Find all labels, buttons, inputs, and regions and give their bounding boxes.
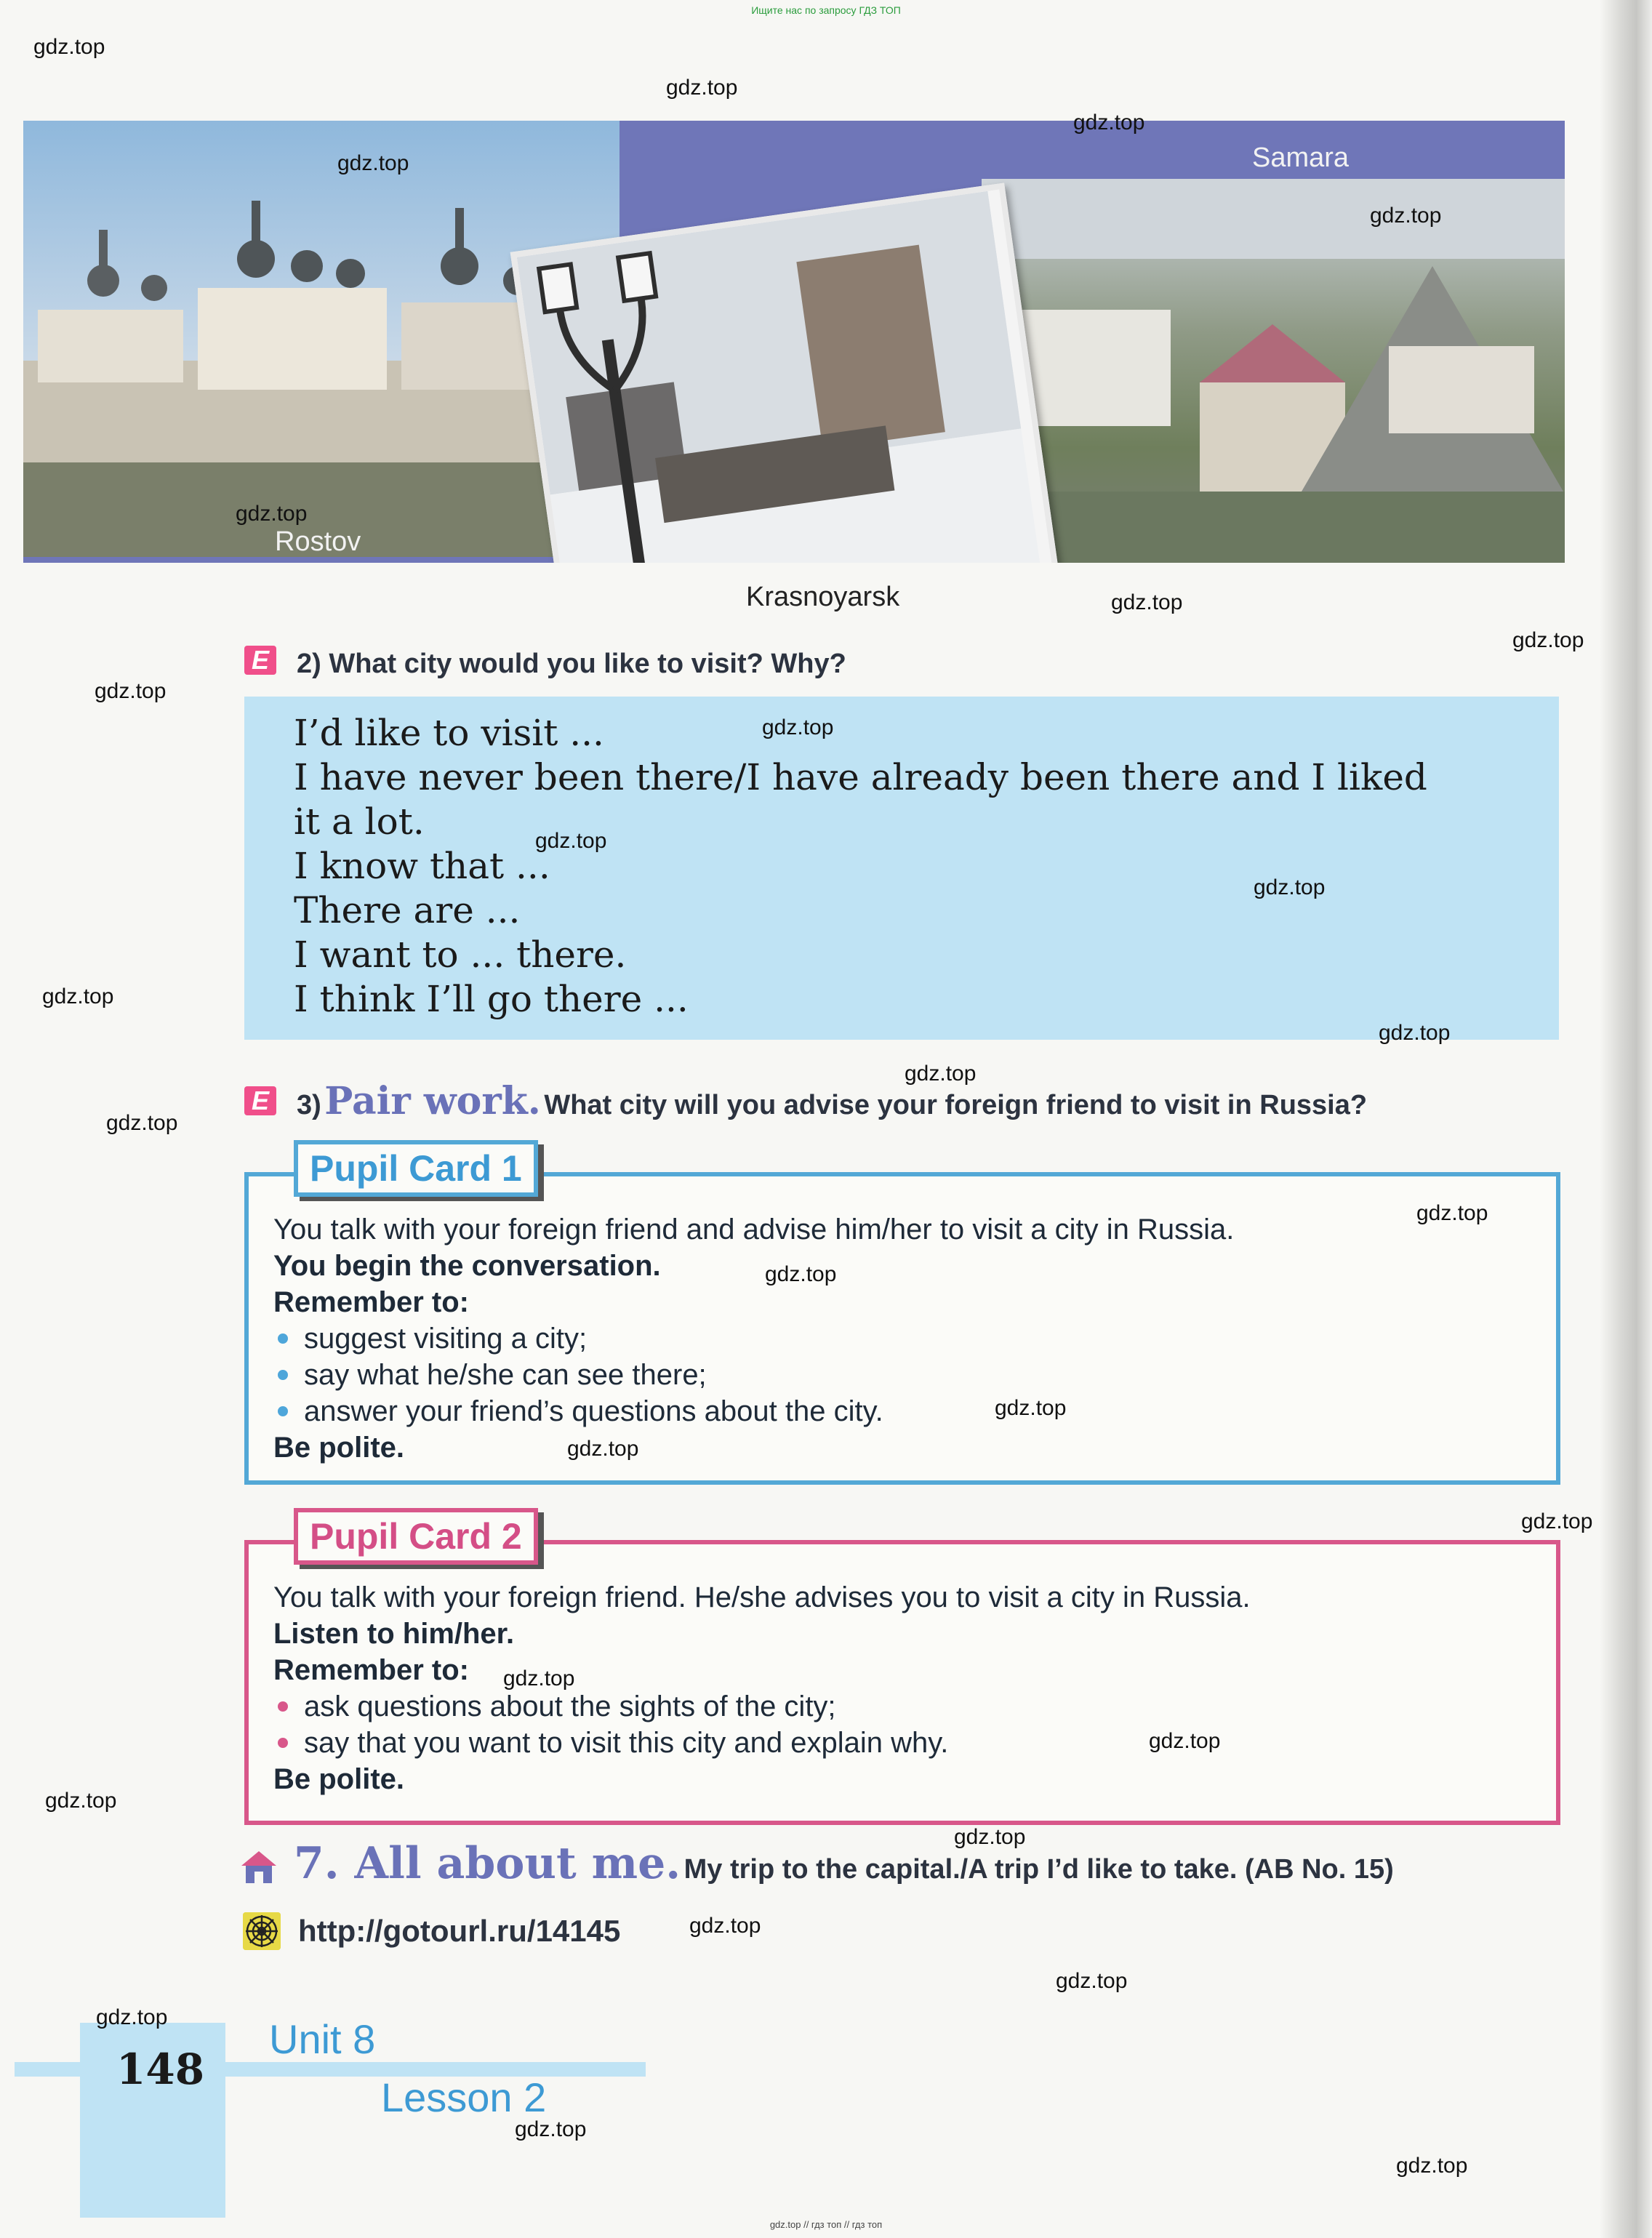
phrase: I’d like to visit ...	[294, 712, 604, 754]
watermark: gdz.top	[689, 1914, 761, 1938]
exercise-3-question: What city will you advise your foreign friend to visit in Russia?	[544, 1090, 1368, 1120]
watermark: gdz.top	[535, 829, 607, 853]
watermark: gdz.top	[1254, 875, 1326, 899]
phrase: it a lot.	[294, 801, 425, 843]
watermark: gdz.top	[905, 1062, 977, 1086]
footer-note: gdz.top // гдз топ // гдз топ	[769, 2219, 883, 2230]
card-remember: Remember to:	[273, 1286, 469, 1318]
watermark: gdz.top	[45, 1789, 117, 1813]
exercise-3-heading	[297, 1079, 1367, 1123]
watermark: gdz.top	[236, 502, 308, 526]
watermark: gdz.top	[106, 1111, 178, 1135]
card-instruction: You begin the conversation.	[273, 1250, 661, 1282]
card-bullet-item: answer your friend’s questions about the city.	[273, 1393, 1234, 1429]
resource-link[interactable]: http://gotourl.ru/14145	[298, 1914, 621, 1948]
krasnoyarsk-caption: Krasnoyarsk	[746, 582, 900, 612]
watermark: gdz.top	[765, 1262, 837, 1286]
watermark: gdz.top	[1379, 1021, 1451, 1045]
watermark: gdz.top	[1056, 1969, 1128, 1993]
card-polite: Be polite.	[273, 1432, 405, 1464]
card-bullet-item: say that you want to visit this city and explain why.	[273, 1725, 1251, 1761]
exercise-7-title: 7. All about me.	[294, 1838, 681, 1889]
watermark: gdz.top	[1149, 1729, 1221, 1753]
watermark: gdz.top	[995, 1396, 1067, 1420]
pupil-card-1-title: Pupil Card 1	[294, 1140, 538, 1197]
exercise-3-icon: E	[244, 1086, 276, 1115]
watermark: gdz.top	[42, 984, 114, 1008]
phrase: There are ...	[294, 889, 521, 931]
watermark: gdz.top	[1512, 628, 1584, 652]
exercise-7-task: My trip to the capital./A trip I’d like to take. (AB No. 15)	[683, 1854, 1394, 1885]
unit-label: Unit 8	[269, 2016, 376, 2062]
watermark: gdz.top	[96, 2005, 168, 2029]
page-number: 148	[116, 2045, 205, 2094]
samara-photo	[982, 179, 1565, 563]
exercise-2-icon: E	[244, 646, 276, 675]
pupil-card-2-title: Pupil Card 2	[294, 1508, 538, 1565]
rostov-caption: Rostov	[275, 526, 361, 557]
city-photo-banner	[23, 121, 1565, 563]
card-polite: Be polite.	[273, 1763, 405, 1795]
phrase: I have never been there/I have already been there and I liked	[294, 756, 1427, 798]
pupil-card-2-text	[273, 1579, 1251, 1797]
watermark: gdz.top	[762, 715, 834, 739]
samara-street-illustration	[982, 179, 1565, 563]
phrase: I think I’ll go there ...	[294, 978, 689, 1020]
pair-work-label: Pair work.	[324, 1079, 541, 1123]
home-icon	[241, 1851, 276, 1883]
watermark: gdz.top	[1396, 2154, 1468, 2178]
watermark: gdz.top	[1073, 111, 1145, 135]
phrase: I know that ...	[294, 845, 550, 887]
book-spine-shadow	[1600, 0, 1652, 2238]
card-bullet-item: say what he/she can see there;	[273, 1357, 1234, 1393]
watermark: gdz.top	[503, 1667, 575, 1690]
watermark: gdz.top	[567, 1437, 639, 1461]
watermark: gdz.top	[1111, 590, 1183, 614]
watermark: gdz.top	[33, 35, 105, 59]
watermark: gdz.top	[95, 679, 167, 703]
card-intro: You talk with your foreign friend and advise him/her to visit a city in Russia.	[273, 1214, 1235, 1246]
exercise-2-question: 2) What city would you like to visit? Why?	[297, 649, 846, 679]
exercise-3-number: 3)	[297, 1090, 321, 1120]
card-intro: You talk with your foreign friend. He/she advises you to visit a city in Russia.	[273, 1581, 1251, 1613]
exercise-7-heading	[294, 1838, 1394, 1889]
phrase: I want to ... there.	[294, 934, 627, 976]
watermark: gdz.top	[1416, 1201, 1488, 1225]
krasnoyarsk-winter-illustration	[517, 191, 1051, 563]
watermark: gdz.top	[666, 76, 738, 100]
watermark: gdz.top	[1370, 204, 1442, 228]
card-remember: Remember to:	[273, 1654, 469, 1686]
header-note: Ищите нас по запросу ГДЗ ТОП	[751, 4, 901, 16]
web-link-icon	[243, 1912, 281, 1950]
lesson-label: Lesson 2	[381, 2074, 547, 2120]
card-bullet-item: ask questions about the sights of the city;	[273, 1688, 1251, 1725]
watermark: gdz.top	[1521, 1509, 1593, 1533]
krasnoyarsk-photo	[510, 183, 1071, 563]
card-instruction: Listen to him/her.	[273, 1618, 515, 1650]
card-bullet-item: suggest visiting a city;	[273, 1320, 1234, 1357]
watermark: gdz.top	[337, 151, 409, 175]
samara-caption: Samara	[1252, 143, 1350, 173]
pupil-card-1-text	[273, 1211, 1234, 1466]
phrase-list	[294, 711, 1427, 1022]
watermark: gdz.top	[515, 2117, 587, 2141]
watermark: gdz.top	[954, 1825, 1026, 1849]
